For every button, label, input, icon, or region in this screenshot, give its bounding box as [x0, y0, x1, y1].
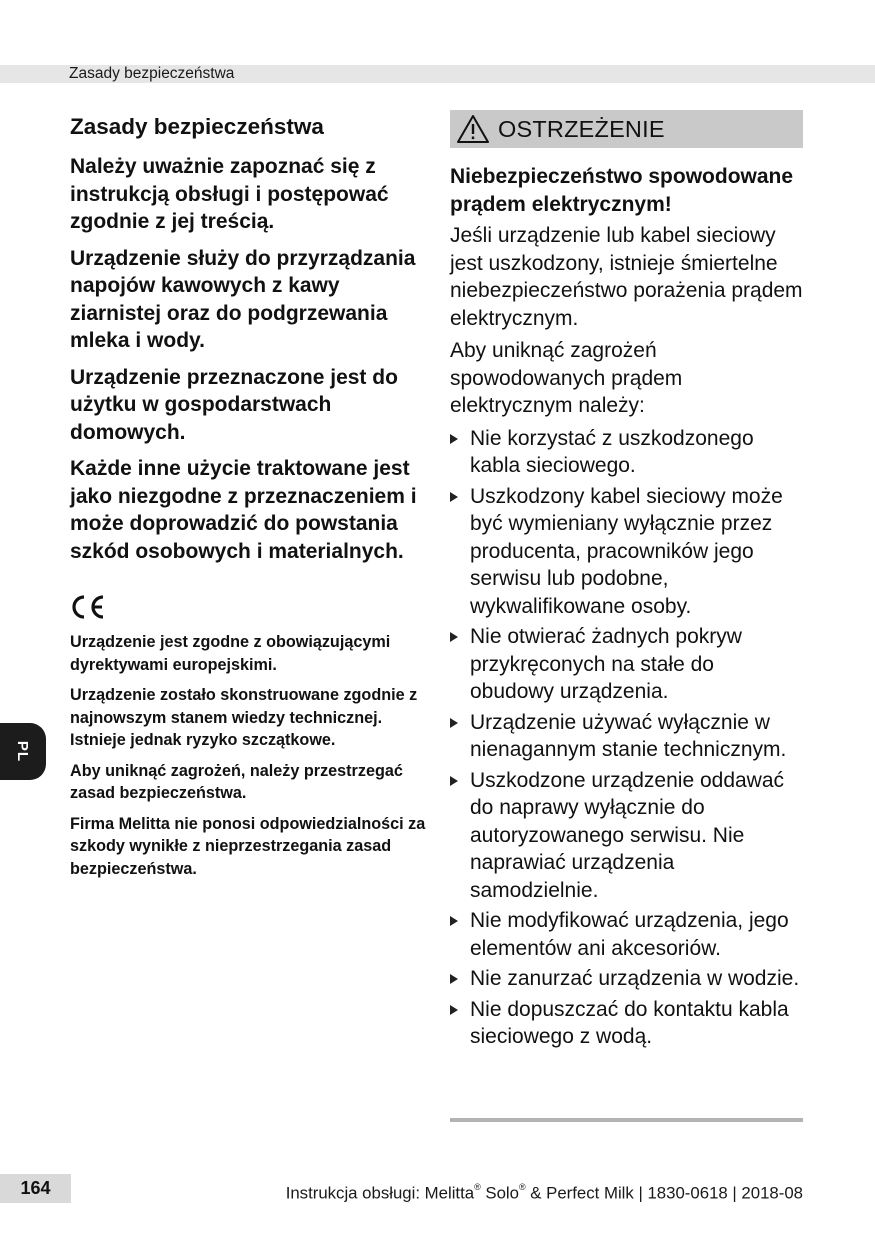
footer-text: Instrukcja obsługi: Melitta® Solo® & Perfect Milk | 1830-0618 | 2018-08 [285, 1182, 803, 1203]
warning-column [450, 110, 803, 1054]
warning-title: OSTRZEŻENIE [498, 115, 665, 142]
warning-list [450, 425, 803, 1051]
misuse-paragraph: Każde inne użycie traktowane jest jako niezgodne z przeznaczeniem i może doprowadzić do powstania szkód osobowych i materialnych. [70, 457, 417, 563]
left-column [70, 112, 432, 888]
bullet-arrow-icon [450, 1005, 458, 1015]
residual-risk-paragraph: Urządzenie zostało skonstruowane zgodnie z najnowszym stanem wiedzy technicznej. Istnieje jednak ryzyko szczątkowe. [70, 686, 418, 749]
language-tab [0, 723, 46, 780]
list-item: Nie zanurzać urządzenia w wodzie. [450, 965, 803, 993]
list-item: Urządzenie używać wyłącznie w nienagannym stanie technicznym. [450, 709, 803, 764]
liability-paragraph: Firma Melitta nie ponosi odpowiedzialności za szkody wynikłe z nieprzestrzegania zasad bezpieczeństwa. [70, 814, 426, 878]
ce-mark-icon [70, 593, 106, 621]
warning-headline: Niebezpieczeństwo spowodowane prądem elektrycznym! [450, 165, 794, 216]
list-item: Nie dopuszczać do kontaktu kabla sieciowego z wodą. [450, 996, 803, 1051]
warning-banner [450, 110, 803, 148]
section-title: Zasady bezpieczeństwa [70, 114, 324, 139]
warning-paragraph: Jeśli urządzenie lub kabel sieciowy jest uszkodzony, istnieje śmiertelne niebezpieczeństwo porażenia prądem elektrycznym. [450, 224, 803, 330]
list-item: Nie korzystać z uszkodzonego kabla sieciowego. [450, 425, 803, 480]
language-tab-label: PL [14, 740, 32, 763]
page-number: 164 [0, 1174, 71, 1203]
warning-triangle-icon [456, 114, 490, 144]
bullet-arrow-icon [450, 718, 458, 728]
intended-use-paragraph: Urządzenie służy do przyrządzania napojów kawowych z kawy ziarnistej oraz do podgrzewania mleka i wody. [70, 246, 416, 352]
household-use-paragraph: Urządzenie przeznaczone jest do użytku w gospodarstwach domowych. [70, 365, 398, 444]
list-item: Nie otwierać żadnych pokryw przykręconych na stałe do obudowy urządzenia. [450, 623, 803, 706]
safety-rules-paragraph: Aby uniknąć zagrożeń, należy przestrzegać zasad bezpieczeństwa. [70, 761, 403, 802]
bullet-arrow-icon [450, 974, 458, 984]
warning-bottom-rule [450, 1118, 803, 1122]
intro-paragraph: Należy uważnie zapoznać się z instrukcją obsługi i postępować zgodnie z jej treścią. [70, 155, 389, 233]
running-header: Zasady bezpieczeństwa [69, 65, 235, 82]
list-item: Uszkodzone urządzenie oddawać do naprawy wyłącznie do autoryzowanego serwisu. Nie naprawiać urządzenia samodzielnie. [450, 767, 803, 905]
list-item: Uszkodzony kabel sieciowy może być wymieniany wyłącznie przez producenta, pracowników jego serwisu lub podobne, wykwalifikowane osoby. [450, 483, 803, 621]
list-item: Nie modyfikować urządzenia, jego elementów ani akcesoriów. [450, 907, 803, 962]
bullet-arrow-icon [450, 916, 458, 926]
bullet-arrow-icon [450, 632, 458, 642]
bullet-arrow-icon [450, 434, 458, 444]
warning-paragraph: Aby uniknąć zagrożeń spowodowanych prądem elektrycznym należy: [450, 339, 683, 417]
bullet-arrow-icon [450, 776, 458, 786]
bullet-arrow-icon [450, 492, 458, 502]
compliance-paragraph: Urządzenie jest zgodne z obowiązującymi dyrektywami europejskimi. [70, 633, 391, 674]
